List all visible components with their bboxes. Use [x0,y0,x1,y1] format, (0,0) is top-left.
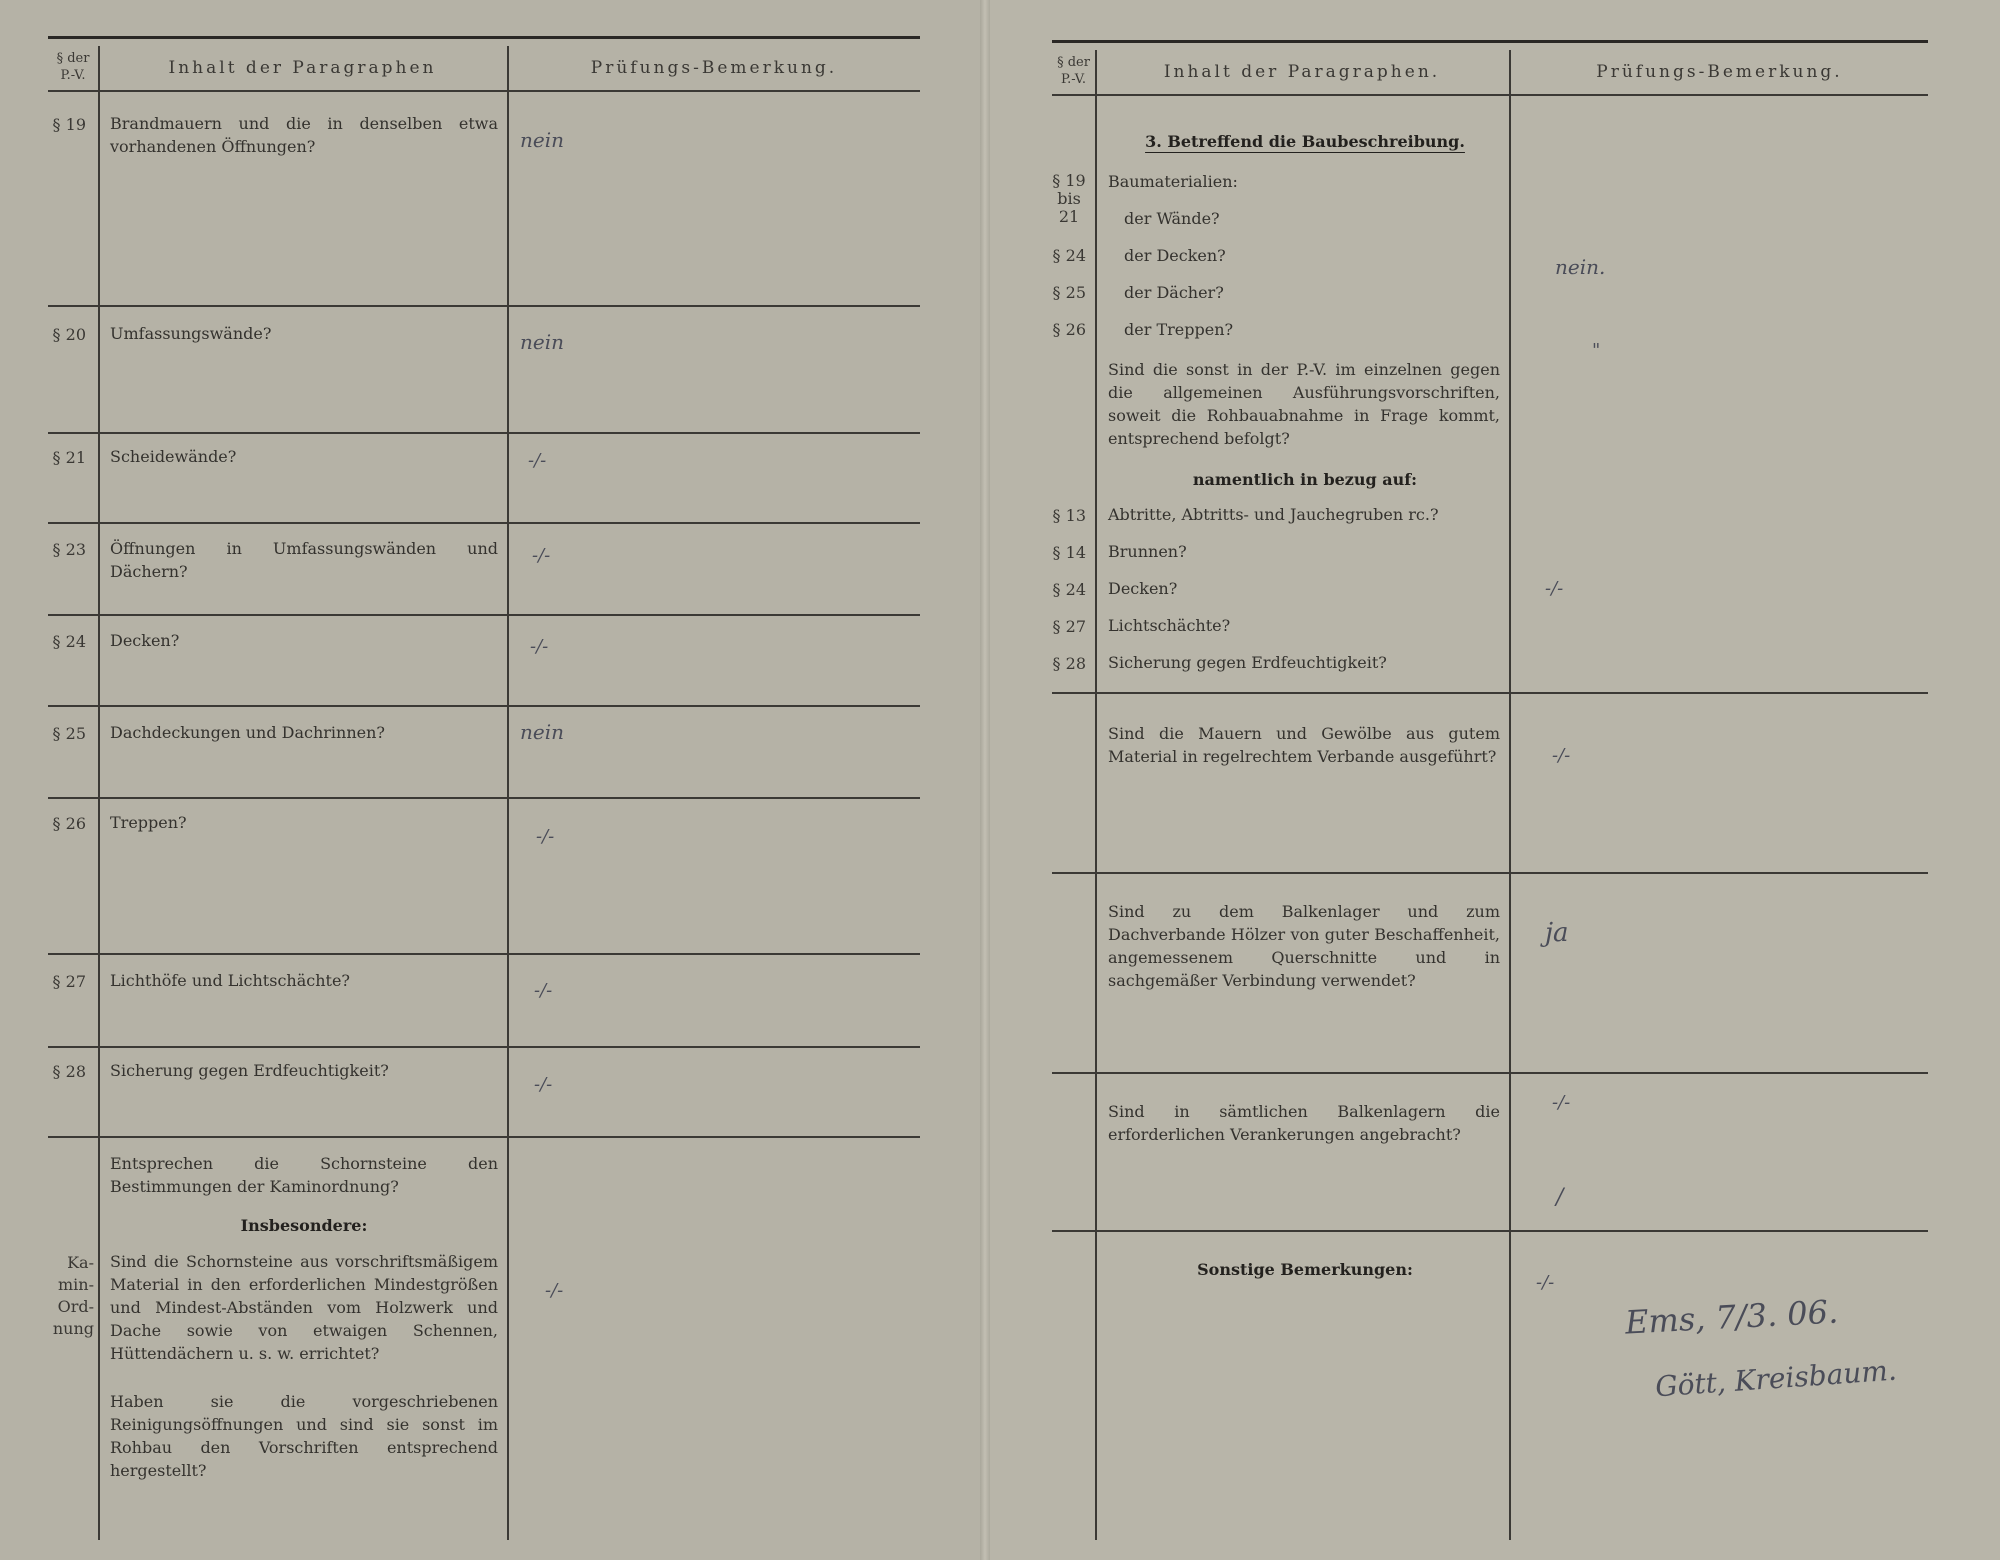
paragraph-number: § 13 [1052,506,1086,525]
right-top-rule [1052,40,1928,43]
right-header-inhalt: Inhalt der Paragraphen. [1163,62,1441,82]
handwritten-remark: -/- [1552,1092,1571,1113]
handwritten-remark: nein [520,720,564,744]
item-question: Sicherung gegen Erdfeuchtigkeit? [1108,653,1387,672]
mauern-question: Sind die Mauern und Gewölbe aus gutem Material in regelrechtem Verbande ausgeführt? [1108,724,1500,766]
row-question: Dachdeckungen und Dachrinnen? [110,723,386,742]
kamin-para-line: Ka- [67,1253,94,1272]
paragraph-number: § 28 [52,1062,86,1081]
left-col-divider-2 [507,46,509,1540]
materials-para [1052,172,1086,226]
left-row-rule [48,614,920,616]
handwritten-remark: nein. [1555,255,1606,279]
right-page [985,0,2000,1560]
left-row-rule [48,1046,920,1048]
handwritten-remark: -/- [1536,1272,1555,1293]
paragraph-number: § 19 [52,115,86,134]
handwritten-remark: ja [1545,918,1569,948]
sonstige-heading: Sonstige Bemerkungen: [1197,1260,1413,1279]
handwritten-remark: -/- [545,1280,564,1301]
left-row-rule [48,305,920,307]
paragraph-number: § 20 [52,325,86,344]
right-header-pruefung: Prüfungs-Bemerkung. [1596,62,1843,82]
material-item: der Decken? [1124,246,1226,265]
item-question: Brunnen? [1108,542,1187,561]
item-question: Decken? [1108,579,1178,598]
left-row-rule [48,797,920,799]
paragraph-number: § 21 [52,448,86,467]
right-col-divider-1 [1095,50,1097,1540]
row-question: Umfassungswände? [110,324,272,343]
hoelzer-question: Sind zu dem Balkenlager und zum Dachverbande Hölzer von guter Beschaffenheit, angemessenem Querschnitte und in sachgemäßer Verbindung verwendet? [1108,902,1500,990]
paragraph-number: § 24 [1052,580,1086,599]
paragraph-number: § 26 [52,814,86,833]
row-question: Decken? [110,631,180,650]
page-fold [980,0,990,1560]
right-header-rule [1052,94,1928,96]
materials-para-line: 21 [1058,207,1080,226]
right-row-rule [1052,1230,1928,1232]
right-col-divider-2 [1509,50,1511,1540]
kamin-para-line: min- [58,1275,94,1294]
kamin-question-2: Haben sie die vorgeschriebenen Reinigungsöffnungen und sind sie sonst im Rohbau den Vorschriften entsprechend hergestellt? [110,1392,498,1480]
row-question: Lichthöfe und Lichtschächte? [110,971,350,990]
section-title: 3. Betreffend die Baubeschreibung. [1145,132,1465,151]
handwritten-remark: -/- [1552,745,1571,766]
handwritten-remark: nein [520,330,564,354]
paragraph-number: § 14 [1052,543,1086,562]
material-item: der Treppen? [1124,320,1234,339]
signature-name: Gött, Kreisbaum. [1654,1353,1898,1404]
row-question: Treppen? [110,813,187,832]
kamin-heading: Insbesondere: [240,1216,368,1235]
handwritten-remark: -/- [528,450,547,471]
paragraph-number: § 24 [1052,246,1086,265]
signature-place-date: Ems, 7/3. 06. [1624,1292,1840,1342]
paragraph-number: § 25 [52,724,86,743]
kamin-intro: Entsprechen die Schornsteine den Bestimmungen der Kaminordnung? [110,1154,498,1196]
material-item: der Dächer? [1124,283,1224,302]
item-question: Abtritte, Abtritts- und Jauchegruben rc.? [1108,505,1439,524]
general-question: Sind die sonst in der P.-V. im einzelnen gegen die allgemeinen Ausführungsvorschriften, soweit die Rohbauabnahme in Frage kommt, entsprechend befolgt? [1108,360,1500,448]
item-question: Lichtschächte? [1108,616,1231,635]
right-row-rule [1052,1072,1928,1074]
left-header-para: § der P.-V. [56,51,90,83]
left-row-rule [48,432,920,434]
paragraph-number: § 27 [52,972,86,991]
kamin-para [48,1252,94,1340]
handwritten-remark: -/- [532,545,551,566]
left-row-rule [48,953,920,955]
handwritten-remark: -/- [1545,578,1564,599]
handwritten-remark: -/- [536,826,555,847]
paragraph-number: § 27 [1052,617,1086,636]
handwritten-remark: -/- [534,980,553,1001]
right-header-para: § der P.-V. [1057,55,1090,87]
paragraph-number: § 23 [52,540,86,559]
left-top-rule [48,36,920,39]
materials-para-line: § 19 [1052,171,1086,190]
right-row-rule [1052,872,1928,874]
handwritten-remark: -/- [534,1074,553,1095]
kamin-para-line: nung [52,1319,94,1338]
row-question: Öffnungen in Umfassungswänden und Dächern? [110,539,498,581]
materials-para-line: bis [1057,189,1081,208]
anker-question: Sind in sämtlichen Balkenlagern die erforderlichen Verankerungen angebracht? [1108,1102,1500,1144]
paragraph-number: § 28 [1052,654,1086,673]
kamin-question-1: Sind die Schornsteine aus vorschriftsmäßigem Material in den erforderlichen Mindestgrößen und Mindest-Abständen vom Holzwerk und Dache sowie von etwaigen Schennen, Hüttendächern u. s. w. errichtet? [110,1252,498,1363]
left-row-rule [48,1136,920,1138]
namentlich-heading: namentlich in bezug auf: [1192,470,1418,489]
handwritten-remark: / [1556,1185,1564,1210]
paragraph-number: § 26 [1052,320,1086,339]
handwritten-remark: nein [520,128,564,152]
left-row-rule [48,522,920,524]
material-item: der Wände? [1124,209,1220,228]
row-question: Sicherung gegen Erdfeuchtigkeit? [110,1061,389,1080]
left-row-rule [48,705,920,707]
left-header-rule [48,90,920,92]
paragraph-number: § 25 [1052,283,1086,302]
handwritten-remark: " [1592,340,1601,361]
row-question: Brandmauern und die in denselben etwa vorhandenen Öffnungen? [110,114,498,156]
left-header-pruefung: Prüfungs-Bemerkung. [590,58,838,78]
row-question: Scheidewände? [110,447,237,466]
handwritten-remark: -/- [530,636,549,657]
materials-label: Baumaterialien: [1108,172,1238,191]
right-row-rule [1052,692,1928,694]
left-header-inhalt: Inhalt der Paragraphen [168,58,437,78]
paragraph-number: § 24 [52,632,86,651]
kamin-para-line: Ord- [57,1297,94,1316]
left-col-divider-1 [98,46,100,1540]
